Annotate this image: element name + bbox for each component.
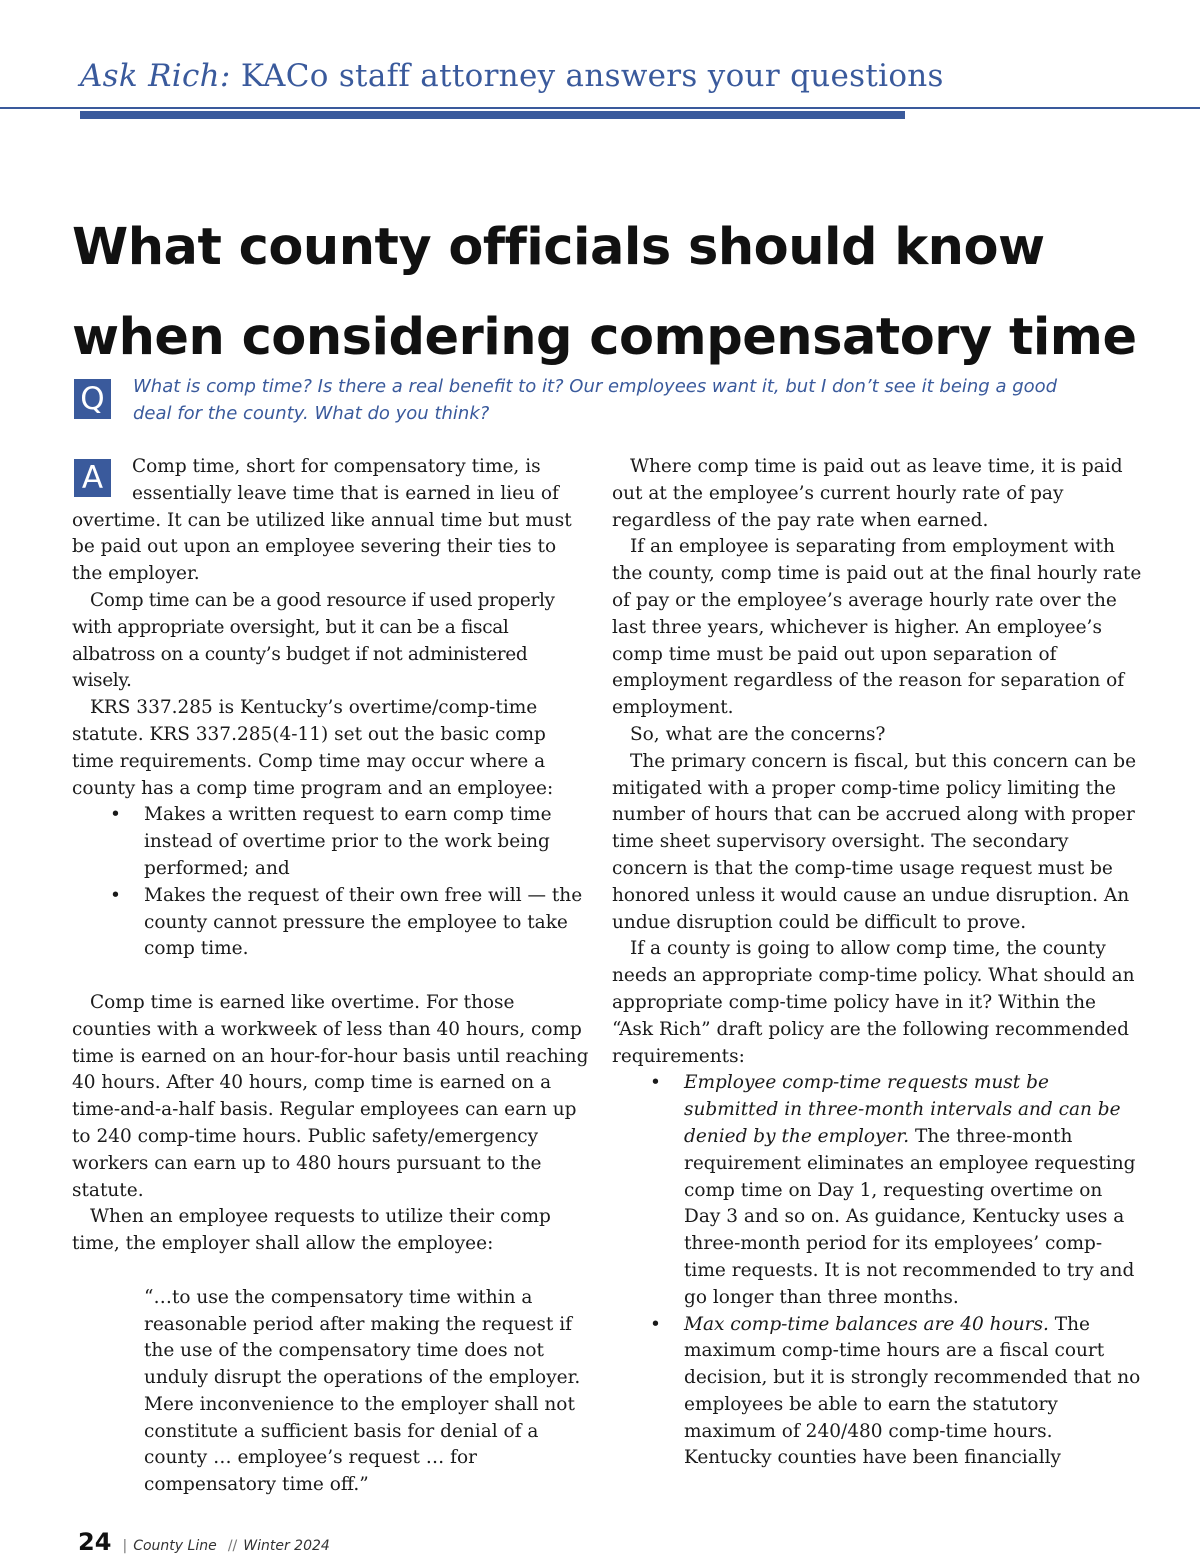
bullet-glyph: • (650, 1313, 661, 1335)
publication-name: County Line (133, 1538, 217, 1554)
header-italic: Ask Rich: (80, 58, 231, 94)
column-right (612, 454, 1142, 1472)
header-rule (0, 107, 1200, 109)
footer-separator: | (122, 1538, 128, 1554)
spacer (72, 1258, 592, 1285)
page-number: 24 (78, 1528, 112, 1556)
paragraph: Comp time can be a good resource if used properly with appropriate oversight, but it can be a fiscal albatross on a county’s budget if not administered wisely. (72, 589, 555, 692)
list-item (612, 1070, 1142, 1311)
bullet-glyph: • (110, 804, 121, 826)
paragraph: When an employee requests to utilize their comp time, the employer shall allow the employee: (72, 1206, 551, 1255)
paragraph: The primary concern is fiscal, but this concern can be mitigated with a proper comp-time policy limiting the number of hours that can be accrued along with proper time sheet supervisory oversight. The secondary concern is that the comp-time usage request must be honored unless it would cause an undue disruption. An undue disruption could be difficult to prove. (612, 750, 1137, 933)
spacer (72, 963, 592, 990)
paragraph: So, what are the concerns? (630, 723, 886, 745)
header-rest: KACo staff attorney answers your questions (230, 58, 944, 94)
list-item-text: Makes the request of their own free will — the county cannot pressure the employee to take comp time. (144, 884, 583, 960)
answer-paragraph-1: Comp time, short for compensatory time, is essentially leave time that is earned in lieu of overtime. It can be utilized like annual time but must be paid out upon an employee severing their ties to the employer. (72, 456, 572, 585)
paragraph: If a county is going to allow comp time, the county needs an appropriate comp-time policy. What should an appropriate comp-time policy have in it? Within the “Ask Rich” draft policy are the following recommended requirements: (612, 938, 1135, 1067)
list-item-lead: Employee comp-time requests must be submitted in three-month intervals and can be denied by the employer. (684, 1072, 1121, 1147)
block-quote: “…to use the compensatory time within a reasonable period after making the request if the use of the compensatory time does not unduly disrupt the operations of the employer. Mere inconvenience to the employer shall not constitute a sufficient basis for denial of a county … employee’s request … for compensatory time off.” (144, 1286, 581, 1496)
paragraph: Comp time is earned like overtime. For those counties with a workweek of less than 40 hours, comp time is earned on an hour-for-hour basis until reaching 40 hours. After 40 hours, comp time is earned on a time-and-a-half basis. Regular employees can earn up to 240 comp-time hours. Public safety/emergency workers can earn up to 480 hours pursuant to the statute. (72, 991, 589, 1201)
bullet-glyph: • (110, 884, 121, 906)
list-item-lead: Max comp-time balances are 40 hours. (684, 1313, 1049, 1335)
footer-separator: // (227, 1538, 238, 1554)
list-item-text: The maximum comp-time hours are a fiscal court decision, but it is strongly recommended that no employees be able to earn the statutory maximum of 240/480 comp-time hours. Kentucky counties have been financially (684, 1313, 1141, 1469)
answer-badge: A (74, 459, 111, 497)
paragraph: KRS 337.285 is Kentucky’s overtime/comp-time statute. KRS 337.285(4-11) set out the basic comp time requirements. Comp time may occur where a county has a comp time program and an employee: (72, 697, 554, 799)
list-item (72, 883, 592, 963)
list-item-text: Makes a written request to earn comp time instead of overtime prior to the work being performed; and (144, 804, 552, 879)
section-header (80, 58, 944, 94)
list-item (612, 1312, 1142, 1473)
bullet-list (612, 1070, 1142, 1472)
bullet-glyph: • (650, 1072, 661, 1094)
page-footer (78, 1528, 330, 1556)
question-badge: Q (74, 379, 111, 419)
paragraph: Where comp time is paid out as leave time, it is paid out at the employee’s current hourly rate of pay regardless of the pay rate when earned. (612, 456, 1123, 531)
list-item-text: The three-month requirement eliminates an employee requesting comp time on Day 1, requesting overtime on Day 3 and so on. As guidance, Kentucky uses a three-month period for its employees’ comp-time requests. It is not recommended to try and go longer than three months. (684, 1125, 1136, 1308)
header-accent-bar (80, 111, 905, 119)
issue-label: Winter 2024 (243, 1538, 330, 1554)
bullet-list (72, 802, 592, 963)
column-left (72, 454, 592, 1499)
question-text: What is comp time? Is there a real benefit to it? Our employees want it, but I don’t see it being a good deal for the county. What do you think? (133, 376, 1058, 424)
article-title: What county officials should know when considering compensatory time (72, 218, 1137, 368)
list-item (72, 802, 592, 882)
paragraph: If an employee is separating from employment with the county, comp time is paid out at the final hourly rate of pay or the employee’s average hourly rate over the last three years, whichever is higher. An employee’s comp time must be paid out upon separation of employment regardless of the reason for separation of employment. (612, 536, 1142, 719)
